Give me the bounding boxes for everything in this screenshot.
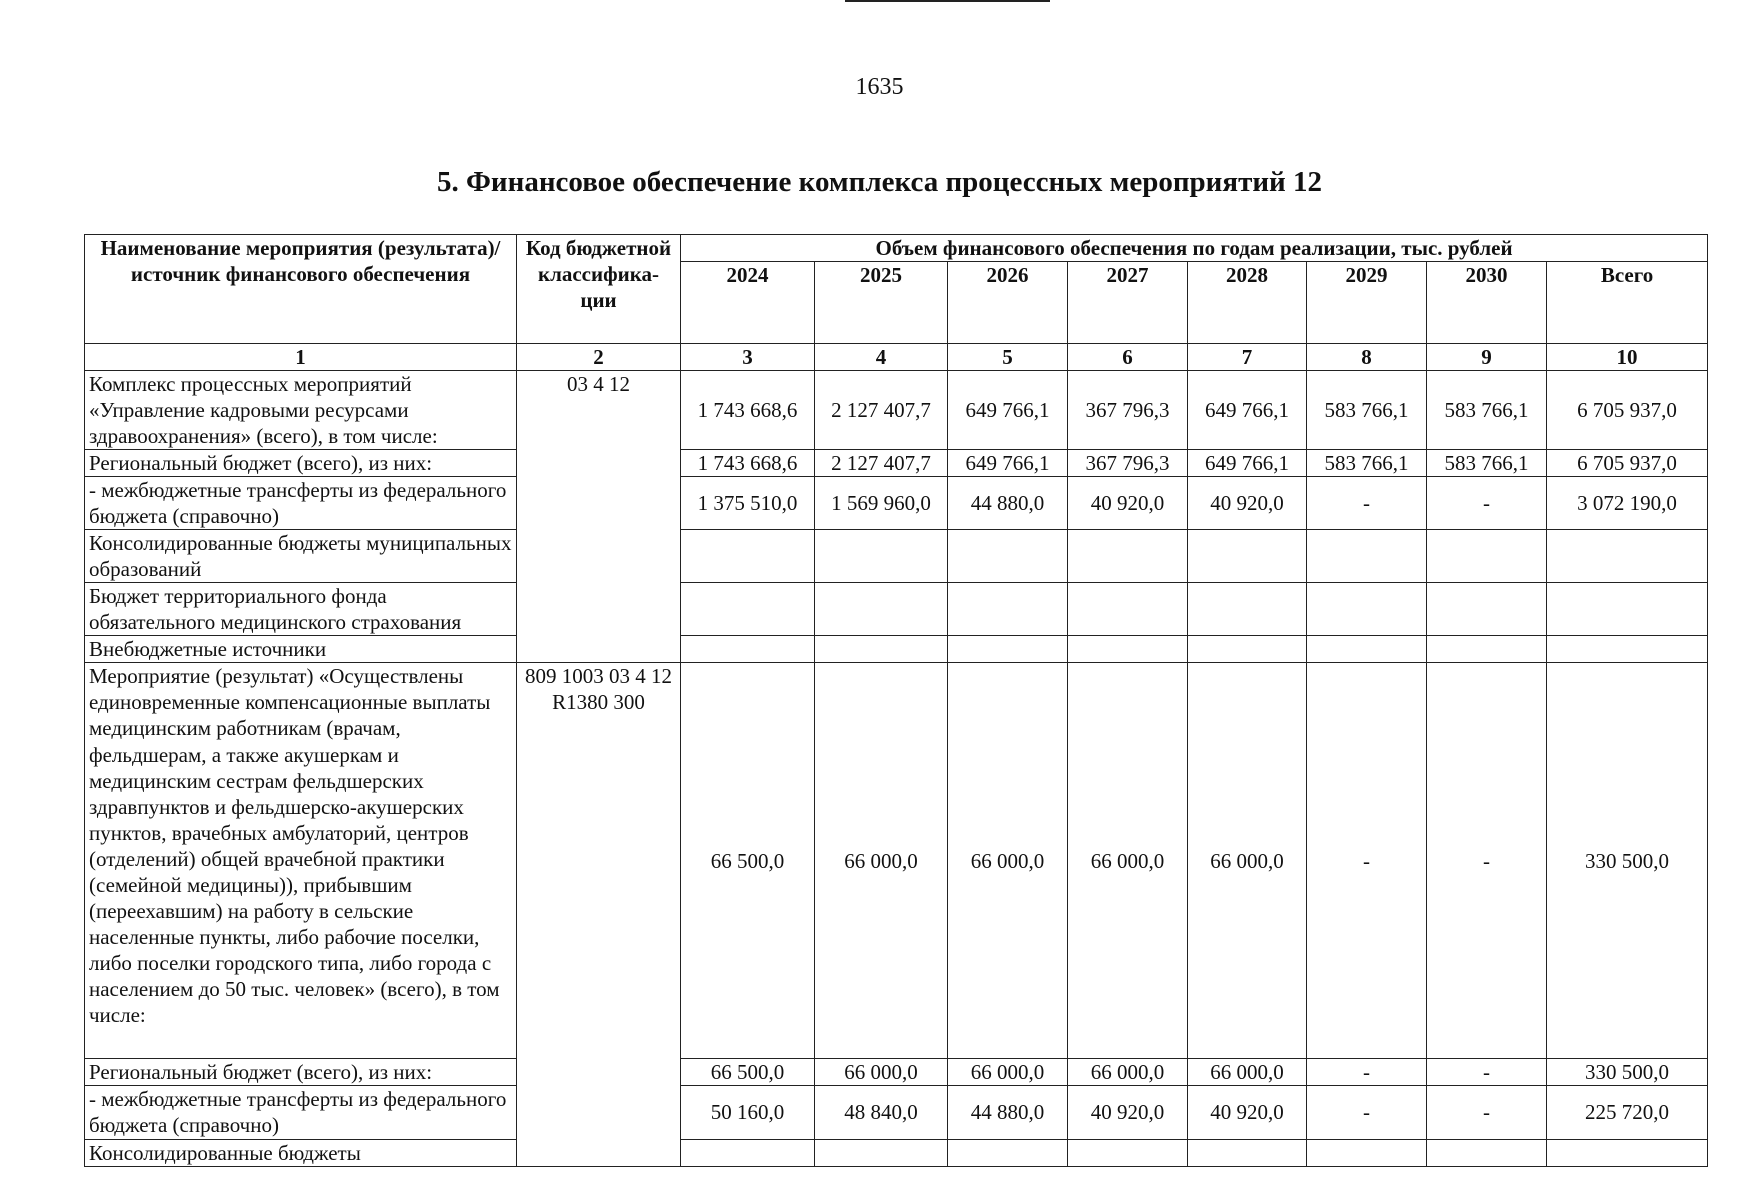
- value-cell: [815, 583, 948, 636]
- table-row: [85, 636, 1708, 663]
- row-label: Региональный бюджет (всего), из них:: [85, 450, 517, 477]
- value-cell: 66 000,0: [815, 663, 948, 1059]
- table-row: [85, 1059, 1708, 1086]
- column-number: 6: [1068, 344, 1188, 371]
- value-cell: [1188, 636, 1307, 663]
- top-rule: [845, 0, 1050, 2]
- value-cell: [1068, 636, 1188, 663]
- value-cell: [1307, 636, 1427, 663]
- value-cell: [948, 530, 1068, 583]
- header-year: 2027: [1068, 262, 1188, 344]
- value-cell: 2 127 407,7: [815, 450, 948, 477]
- header-year: 2024: [681, 262, 815, 344]
- row-label: Мероприятие (результат) «Осуществлены единовременные компенсационные выплаты медицинским работникам (врачам, фельдшерам, а также акушеркам и медицинским сестрам фельдшерских здравпунктов и фельдшерско-акушерских пунктов, врачебных амбулаторий, центров (отделений) общей врачебной практики (семейной медицины)), прибывшим (переехавшим) на работу в сельские населенные пункты, либо рабочие поселки, либо поселки городского типа, либо города с населением до 50 тыс. человек» (всего), в том числе:: [85, 663, 517, 1059]
- page-title: 5. Финансовое обеспечение комплекса процессных мероприятий 12: [437, 166, 1322, 198]
- value-cell: 583 766,1: [1427, 371, 1547, 450]
- table-row: [85, 663, 1708, 1059]
- value-cell: 40 920,0: [1068, 477, 1188, 530]
- table-row: [85, 477, 1708, 530]
- header-code: Код бюджетной классифика-ции: [517, 235, 681, 344]
- value-cell: 66 000,0: [948, 663, 1068, 1059]
- table-row: [85, 530, 1708, 583]
- value-cell: [1427, 636, 1547, 663]
- column-number: 2: [517, 344, 681, 371]
- value-cell: 66 000,0: [1188, 1059, 1307, 1086]
- column-number: 10: [1547, 344, 1708, 371]
- value-cell: 1 569 960,0: [815, 477, 948, 530]
- value-cell: 66 000,0: [948, 1059, 1068, 1086]
- value-cell: 649 766,1: [948, 371, 1068, 450]
- row-label: - межбюджетные трансферты из федерального бюджета (справочно): [85, 477, 517, 530]
- budget-code: 809 1003 03 4 12 R1380 300: [517, 663, 681, 1166]
- value-cell: [1188, 530, 1307, 583]
- value-cell: [1068, 583, 1188, 636]
- value-cell: [1547, 636, 1708, 663]
- value-cell: 583 766,1: [1427, 450, 1547, 477]
- value-cell: 1 743 668,6: [681, 371, 815, 450]
- value-cell: 649 766,1: [1188, 371, 1307, 450]
- row-label: Консолидированные бюджеты муниципальных образований: [85, 530, 517, 583]
- column-number: 5: [948, 344, 1068, 371]
- table-row: [85, 583, 1708, 636]
- table-row: [85, 371, 1708, 450]
- value-cell: 367 796,3: [1068, 371, 1188, 450]
- value-cell: 40 920,0: [1188, 477, 1307, 530]
- value-cell: 649 766,1: [1188, 450, 1307, 477]
- value-cell: -: [1427, 663, 1547, 1059]
- value-cell: 44 880,0: [948, 477, 1068, 530]
- header-name: Наименование мероприятия (результата)/ источник финансового обеспечения: [85, 235, 517, 344]
- value-cell: 40 920,0: [1068, 1086, 1188, 1139]
- row-label: Внебюджетные источники: [85, 636, 517, 663]
- value-cell: [1068, 1139, 1188, 1166]
- value-cell: 40 920,0: [1188, 1086, 1307, 1139]
- value-cell: 66 000,0: [815, 1059, 948, 1086]
- page-number: 1635: [855, 74, 904, 100]
- value-cell: 225 720,0: [1547, 1086, 1708, 1139]
- value-cell: -: [1427, 1059, 1547, 1086]
- value-cell: 2 127 407,7: [815, 371, 948, 450]
- value-cell: 66 500,0: [681, 663, 815, 1059]
- value-cell: [1307, 530, 1427, 583]
- row-label: - межбюджетные трансферты из федерального бюджета (справочно): [85, 1086, 517, 1139]
- value-cell: 330 500,0: [1547, 1059, 1708, 1086]
- row-label: Региональный бюджет (всего), из них:: [85, 1059, 517, 1086]
- value-cell: [948, 1139, 1068, 1166]
- header-year: 2030: [1427, 262, 1547, 344]
- value-cell: 50 160,0: [681, 1086, 815, 1139]
- value-cell: [1427, 583, 1547, 636]
- row-label: Консолидированные бюджеты: [85, 1139, 517, 1166]
- value-cell: 66 000,0: [1188, 663, 1307, 1059]
- value-cell: 583 766,1: [1307, 371, 1427, 450]
- financing-table: [84, 234, 1708, 1167]
- header-year: 2026: [948, 262, 1068, 344]
- value-cell: 1 743 668,6: [681, 450, 815, 477]
- value-cell: [681, 530, 815, 583]
- value-cell: [815, 530, 948, 583]
- table-row: [85, 1086, 1708, 1139]
- value-cell: -: [1427, 477, 1547, 530]
- value-cell: [948, 636, 1068, 663]
- value-cell: 66 500,0: [681, 1059, 815, 1086]
- value-cell: [815, 636, 948, 663]
- value-cell: [1547, 1139, 1708, 1166]
- value-cell: 367 796,3: [1068, 450, 1188, 477]
- row-label: Комплекс процессных мероприятий «Управление кадровыми ресурсами здравоохранения» (всего), в том числе:: [85, 371, 517, 450]
- value-cell: 44 880,0: [948, 1086, 1068, 1139]
- value-cell: [1307, 583, 1427, 636]
- column-number: 1: [85, 344, 517, 371]
- column-number: 8: [1307, 344, 1427, 371]
- value-cell: [1427, 530, 1547, 583]
- value-cell: 330 500,0: [1547, 663, 1708, 1059]
- value-cell: 6 705 937,0: [1547, 371, 1708, 450]
- value-cell: 66 000,0: [1068, 1059, 1188, 1086]
- value-cell: 1 375 510,0: [681, 477, 815, 530]
- value-cell: [948, 583, 1068, 636]
- value-cell: [1307, 1139, 1427, 1166]
- value-cell: -: [1307, 663, 1427, 1059]
- value-cell: [815, 1139, 948, 1166]
- header-volume: Объем финансового обеспечения по годам реализации, тыс. рублей: [681, 235, 1708, 262]
- header-year: 2025: [815, 262, 948, 344]
- budget-code: 03 4 12: [517, 371, 681, 663]
- value-cell: 66 000,0: [1068, 663, 1188, 1059]
- value-cell: -: [1307, 1086, 1427, 1139]
- value-cell: -: [1307, 477, 1427, 530]
- column-number: 3: [681, 344, 815, 371]
- header-year: 2029: [1307, 262, 1427, 344]
- value-cell: [1547, 530, 1708, 583]
- value-cell: [681, 1139, 815, 1166]
- table-row: [85, 450, 1708, 477]
- value-cell: [1188, 583, 1307, 636]
- value-cell: 6 705 937,0: [1547, 450, 1708, 477]
- value-cell: -: [1307, 1059, 1427, 1086]
- table-row: [85, 1139, 1708, 1166]
- value-cell: [1547, 583, 1708, 636]
- value-cell: 649 766,1: [948, 450, 1068, 477]
- value-cell: [681, 583, 815, 636]
- value-cell: 48 840,0: [815, 1086, 948, 1139]
- value-cell: [1427, 1139, 1547, 1166]
- column-number: 4: [815, 344, 948, 371]
- value-cell: 3 072 190,0: [1547, 477, 1708, 530]
- column-number: 7: [1188, 344, 1307, 371]
- value-cell: -: [1427, 1086, 1547, 1139]
- value-cell: 583 766,1: [1307, 450, 1427, 477]
- value-cell: [681, 636, 815, 663]
- column-number: 9: [1427, 344, 1547, 371]
- value-cell: [1068, 530, 1188, 583]
- header-year: 2028: [1188, 262, 1307, 344]
- value-cell: [1188, 1139, 1307, 1166]
- row-label: Бюджет территориального фонда обязательного медицинского страхования: [85, 583, 517, 636]
- header-total: Всего: [1547, 262, 1708, 344]
